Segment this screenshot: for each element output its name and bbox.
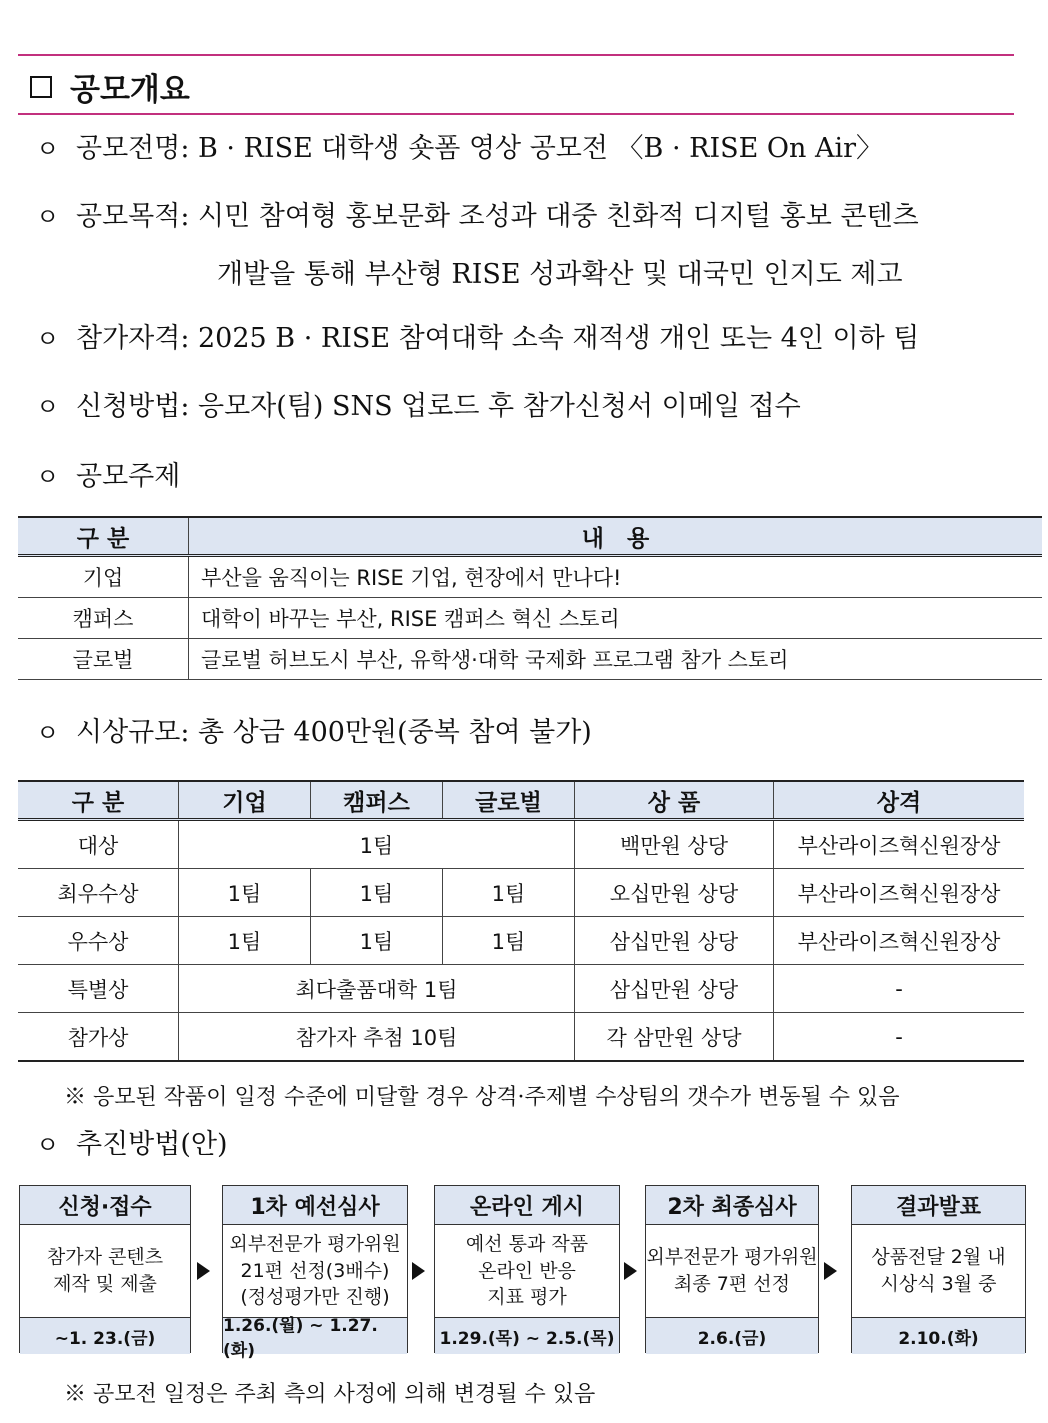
prize-teams: 1팀	[443, 917, 575, 965]
prize-grade: 부산라이즈혁신원장상	[774, 820, 1025, 869]
prize-item: 삼십만원 상당	[575, 965, 774, 1013]
table-row	[18, 820, 1024, 869]
step-body: 예선 통과 작품 온라인 반응 지표 평가	[465, 1233, 589, 1309]
theme-category: 캠퍼스	[18, 598, 189, 639]
step-title: 신청·접수	[20, 1186, 190, 1225]
prize-label: 우수상	[18, 917, 179, 965]
col-campus: 캠퍼스	[311, 781, 443, 820]
prize-teams: 최다출품대학 1팀	[179, 965, 575, 1013]
circle-bullet-icon: ㅇ	[36, 463, 60, 491]
bullet-name: ㅇ 공모전명: B · RISE 대학생 숏폼 영상 공모전 〈B · RISE On Air〉	[36, 133, 884, 164]
bullet-prize: ㅇ 시상규모: 총 상금 400만원(중복 참여 불가)	[36, 717, 592, 748]
circle-bullet-icon: ㅇ	[36, 719, 60, 747]
prize-teams: 1팀	[443, 869, 575, 917]
prize-table	[18, 780, 1024, 1062]
col-global: 글로벌	[443, 781, 575, 820]
table-row	[18, 869, 1024, 917]
prize-label: 참가상	[18, 1013, 179, 1062]
step-date: 1.26.(월) ~ 1.27.(화)	[223, 1317, 407, 1354]
bullet-eligibility: ㅇ 참가자격: 2025 B · RISE 참여대학 소속 재적생 개인 또는 4인 이하 팀	[36, 323, 920, 354]
table-row	[18, 556, 1042, 598]
table-row	[18, 598, 1042, 639]
step-final-review	[645, 1185, 819, 1353]
prize-table-header	[18, 781, 1024, 820]
prize-label: 최우수상	[18, 869, 179, 917]
header-bottom-rule	[18, 113, 1014, 115]
col-content: 내 용	[189, 517, 1043, 556]
theme-content: 부산을 움직이는 RISE 기업, 현장에서 만나다!	[189, 556, 1043, 598]
step-date: ~1. 23.(금)	[20, 1317, 190, 1354]
prize-grade: -	[774, 1013, 1025, 1062]
arrow-right-icon	[197, 1262, 210, 1280]
table-row	[18, 965, 1024, 1013]
step-body: 참가자 콘텐츠 제작 및 제출	[46, 1246, 164, 1295]
theme-content: 글로벌 허브도시 부산, 유학생·대학 국제화 프로그램 참가 스토리	[189, 639, 1043, 680]
bullet-theme: ㅇ 공모주제	[36, 461, 181, 492]
table-row	[18, 639, 1042, 680]
circle-bullet-icon: ㅇ	[36, 325, 60, 353]
step-title: 결과발표	[852, 1186, 1025, 1225]
circle-bullet-icon: ㅇ	[36, 203, 60, 231]
step-date: 2.6.(금)	[646, 1317, 818, 1354]
theme-category: 기업	[18, 556, 189, 598]
prize-item: 각 삼만원 상당	[575, 1013, 774, 1062]
step-apply	[19, 1185, 191, 1353]
prize-teams: 1팀	[311, 869, 443, 917]
table-row	[18, 1013, 1024, 1062]
prize-grade: 부산라이즈혁신원장상	[774, 869, 1025, 917]
prize-note: ※ 응모된 작품이 일정 수준에 미달할 경우 상격·주제별 수상팀의 갯수가 변동될 수 있음	[64, 1085, 900, 1110]
section-title	[30, 64, 190, 109]
prize-teams: 1팀	[179, 917, 311, 965]
header-top-rule	[18, 54, 1014, 56]
schedule-note: ※ 공모전 일정은 주최 측의 사정에 의해 변경될 수 있음	[64, 1382, 596, 1407]
theme-content: 대학이 바꾸는 부산, RISE 캠퍼스 혁신 스토리	[189, 598, 1043, 639]
prize-item: 삼십만원 상당	[575, 917, 774, 965]
step-title: 2차 최종심사	[646, 1186, 818, 1225]
col-item: 상 품	[575, 781, 774, 820]
step-date: 2.10.(화)	[852, 1317, 1025, 1354]
prize-teams: 1팀	[311, 917, 443, 965]
col-grade: 상격	[774, 781, 1025, 820]
bullet-process: ㅇ 추진방법(안)	[36, 1129, 228, 1160]
prize-grade: 부산라이즈혁신원장상	[774, 917, 1025, 965]
circle-bullet-icon: ㅇ	[36, 393, 60, 421]
prize-item: 백만원 상당	[575, 820, 774, 869]
arrow-right-icon	[824, 1262, 837, 1280]
arrow-right-icon	[624, 1262, 637, 1280]
prize-teams: 1팀	[179, 869, 311, 917]
step-title: 온라인 게시	[435, 1186, 619, 1225]
col-category: 구 분	[18, 781, 179, 820]
col-company: 기업	[179, 781, 311, 820]
prize-grade: -	[774, 965, 1025, 1013]
prize-label: 특별상	[18, 965, 179, 1013]
step-body: 외부전문가 평가위원 최종 7편 선정	[646, 1246, 818, 1295]
prize-teams: 1팀	[179, 820, 575, 869]
bullet-apply: ㅇ 신청방법: 응모자(팀) SNS 업로드 후 참가신청서 이메일 접수	[36, 391, 801, 422]
checkbox-square-icon	[30, 76, 52, 98]
theme-table-header	[18, 517, 1042, 556]
theme-category: 글로벌	[18, 639, 189, 680]
bullet-purpose-continued: 개발을 통해 부산형 RISE 성과확산 및 대국민 인지도 제고	[217, 259, 903, 290]
prize-teams: 참가자 추첨 10팀	[179, 1013, 575, 1062]
circle-bullet-icon: ㅇ	[36, 135, 60, 163]
step-title: 1차 예선심사	[223, 1186, 407, 1225]
step-results	[851, 1185, 1026, 1353]
prize-item: 오십만원 상당	[575, 869, 774, 917]
col-category: 구 분	[18, 517, 189, 556]
step-body: 상품전달 2월 내 시상식 3월 중	[871, 1246, 1006, 1295]
step-body: 외부전문가 평가위원 21편 선정(3배수) (정성평가만 진행)	[229, 1233, 401, 1309]
theme-table	[18, 516, 1042, 680]
step-date: 1.29.(목) ~ 2.5.(목)	[435, 1317, 619, 1354]
step-online-posting	[434, 1185, 620, 1353]
section-title-text: 공모개요	[70, 72, 190, 108]
prize-label: 대상	[18, 820, 179, 869]
arrow-right-icon	[412, 1262, 425, 1280]
table-row	[18, 917, 1024, 965]
step-preliminary-review	[222, 1185, 408, 1361]
bullet-purpose: ㅇ 공모목적: 시민 참여형 홍보문화 조성과 대중 친화적 디지털 홍보 콘텐츠	[36, 201, 919, 232]
circle-bullet-icon: ㅇ	[36, 1131, 60, 1159]
